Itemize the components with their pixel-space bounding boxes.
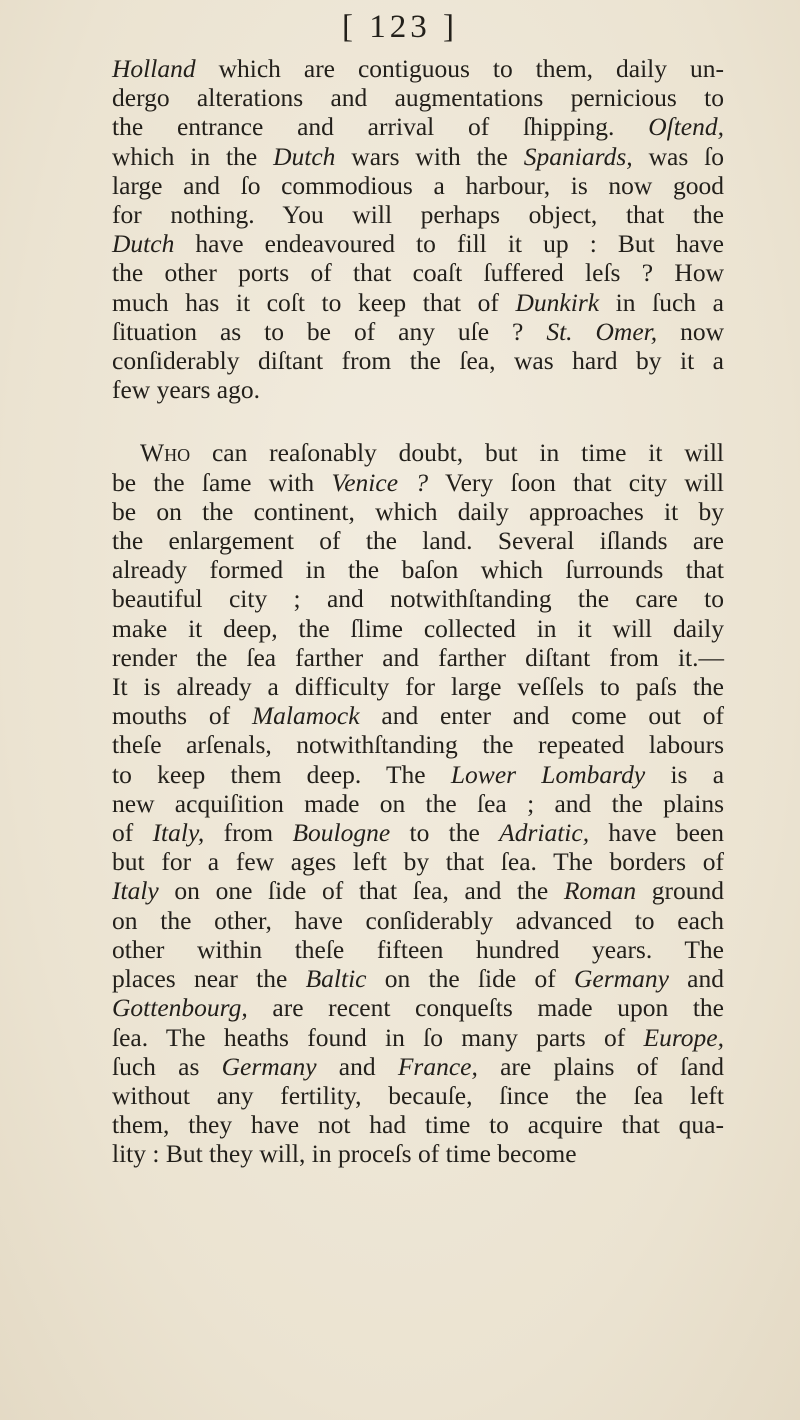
text-segment: but for a few ages left by that ſea. The borders of	[112, 847, 724, 877]
text-line	[112, 288, 724, 317]
text-line	[112, 1081, 724, 1110]
text-segment: which in the	[112, 141, 274, 171]
text-line	[112, 54, 724, 83]
text-segment: and	[316, 1051, 398, 1081]
text-segment: make it deep, the ſlime collected in it will daily	[112, 613, 724, 643]
text-segment: the enlargement of the land. Several iſlands are	[112, 526, 724, 556]
text-segment: for nothing. You will perhaps object, that the	[112, 200, 724, 230]
text-line	[112, 1139, 724, 1168]
text-line	[112, 964, 724, 993]
text-segment: mouths of	[112, 701, 252, 731]
text-segment: places near the	[112, 964, 306, 994]
paragraph-gap	[112, 404, 724, 438]
text-line	[112, 83, 724, 112]
italic-text: Spaniards,	[523, 141, 633, 171]
page-number-header: [ 123 ]	[342, 9, 458, 45]
text-segment: is a	[645, 759, 725, 789]
text-line	[112, 1110, 724, 1139]
paragraph	[112, 54, 724, 404]
italic-text: France,	[397, 1051, 478, 1081]
text-segment: dergo alterations and augmentations pernicious to	[112, 83, 724, 113]
text-segment: theſe arſenals, notwithſtanding the repeated labours	[112, 730, 724, 760]
text-segment: be on the continent, which daily approaches it by	[112, 496, 724, 526]
body-text	[112, 54, 724, 1169]
text-segment: lity : But they will, in proceſs of time become	[112, 1139, 577, 1169]
italic-text: Boulogne	[292, 818, 391, 848]
text-line	[112, 672, 724, 701]
italic-text: Germany	[221, 1051, 317, 1081]
italic-text: Europe,	[643, 1022, 724, 1052]
italic-text: Italy,	[152, 818, 205, 848]
text-line	[112, 643, 724, 672]
text-segment: and enter and come out of	[359, 701, 724, 731]
text-segment: are recent conqueſts made upon the	[247, 993, 724, 1023]
text-line	[112, 497, 724, 526]
text-line	[112, 375, 724, 404]
text-line	[112, 112, 724, 141]
text-segment: on one ſide of that ſea, and the	[158, 876, 564, 906]
text-segment: ſituation as to be of any uſe ?	[112, 316, 547, 346]
text-line	[112, 1052, 724, 1081]
text-segment: ſuch as	[112, 1051, 222, 1081]
text-segment: already formed in the baſon which ſurrounds that	[112, 555, 724, 585]
text-line	[112, 584, 724, 613]
text-segment: on the other, have conſiderably advanced to each	[112, 905, 724, 935]
italic-text: Dunkirk	[515, 287, 600, 317]
text-segment: ſea. The heaths found in ſo many parts of	[112, 1022, 644, 1052]
italic-text: Germany	[574, 964, 669, 994]
text-line	[112, 200, 724, 229]
text-segment: in ſuch a	[599, 287, 724, 317]
text-segment: conſiderably diſtant from the ſea, was hard by it a	[112, 346, 724, 376]
italic-text: Dutch	[112, 229, 175, 259]
text-line	[112, 438, 724, 467]
text-segment: from	[204, 818, 293, 848]
italic-text: Gottenbourg,	[112, 993, 248, 1023]
paragraph	[112, 438, 724, 1168]
italic-text: Malamock	[251, 701, 360, 731]
text-segment: ground	[636, 876, 724, 906]
text-line	[112, 555, 724, 584]
text-line	[112, 760, 724, 789]
text-segment: large and ſo commodious a harbour, is now good	[112, 170, 724, 200]
text-line	[112, 993, 724, 1022]
text-segment: much has it coſt to keep that of	[112, 287, 516, 317]
text-segment: to keep them deep. The	[112, 759, 451, 789]
text-segment: the entrance and arrival of ſhipping.	[112, 112, 649, 142]
text-line	[112, 258, 724, 287]
text-segment: which are contiguous to them, daily un-	[195, 54, 724, 83]
text-line	[112, 1023, 724, 1052]
italic-text: Baltic	[305, 964, 367, 994]
text-segment: It is already a difficulty for large veſſels to paſs the	[112, 672, 724, 702]
text-line	[112, 935, 724, 964]
text-line	[112, 818, 724, 847]
text-segment: on the ſide of	[366, 964, 574, 994]
text-segment: render the ſea farther and farther diſtant from it.—	[112, 642, 724, 672]
italic-text: Lower Lombardy	[450, 759, 646, 789]
text-line	[112, 614, 724, 643]
text-line	[112, 789, 724, 818]
text-line	[112, 847, 724, 876]
text-line	[112, 171, 724, 200]
text-line	[112, 346, 724, 375]
text-segment: can reaſonably doubt, but in time it will	[190, 438, 724, 468]
text-segment: now	[657, 316, 724, 346]
text-segment: Very ſoon that city will	[428, 467, 724, 497]
text-segment: wars with the	[335, 141, 524, 171]
text-line	[112, 730, 724, 759]
text-line	[112, 906, 724, 935]
text-segment: have endeavoured to fill it up : But have	[174, 229, 724, 259]
text-line	[112, 317, 724, 346]
italic-text: Adriatic,	[499, 818, 590, 848]
text-line	[112, 142, 724, 171]
text-segment: the other ports of that coaſt ſuffered leſs ? How	[112, 258, 724, 288]
text-line	[112, 876, 724, 905]
italic-text: St. Omer,	[546, 316, 658, 346]
text-segment: of	[112, 818, 153, 848]
text-line	[112, 526, 724, 555]
text-segment: to the	[390, 818, 500, 848]
text-segment: beautiful city ; and notwithſtanding the care to	[112, 584, 724, 614]
text-line	[112, 468, 724, 497]
text-line	[112, 229, 724, 258]
text-segment: be the ſame with	[112, 467, 332, 497]
text-segment: are plains of ſand	[477, 1051, 724, 1081]
text-segment: other within theſe fifteen hundred years. The	[112, 934, 724, 964]
italic-text: Venice ?	[331, 467, 429, 497]
italic-text: Oſtend,	[648, 112, 724, 142]
italic-text: Italy	[112, 876, 159, 906]
text-segment: and	[668, 964, 724, 994]
text-segment: Who	[140, 438, 191, 468]
italic-text: Dutch	[273, 141, 336, 171]
text-segment: them, they have not had time to acquire that qua-	[112, 1110, 724, 1140]
text-line	[112, 701, 724, 730]
italic-text: Roman	[563, 876, 637, 906]
text-segment: have been	[589, 818, 724, 848]
text-segment: new acquiſition made on the ſea ; and the plains	[112, 788, 724, 818]
text-segment: without any fertility, becauſe, ſince the ſea left	[112, 1080, 724, 1110]
text-segment: was ſo	[632, 141, 725, 171]
text-segment: few years ago.	[112, 375, 260, 405]
italic-text: Holland	[112, 54, 196, 83]
